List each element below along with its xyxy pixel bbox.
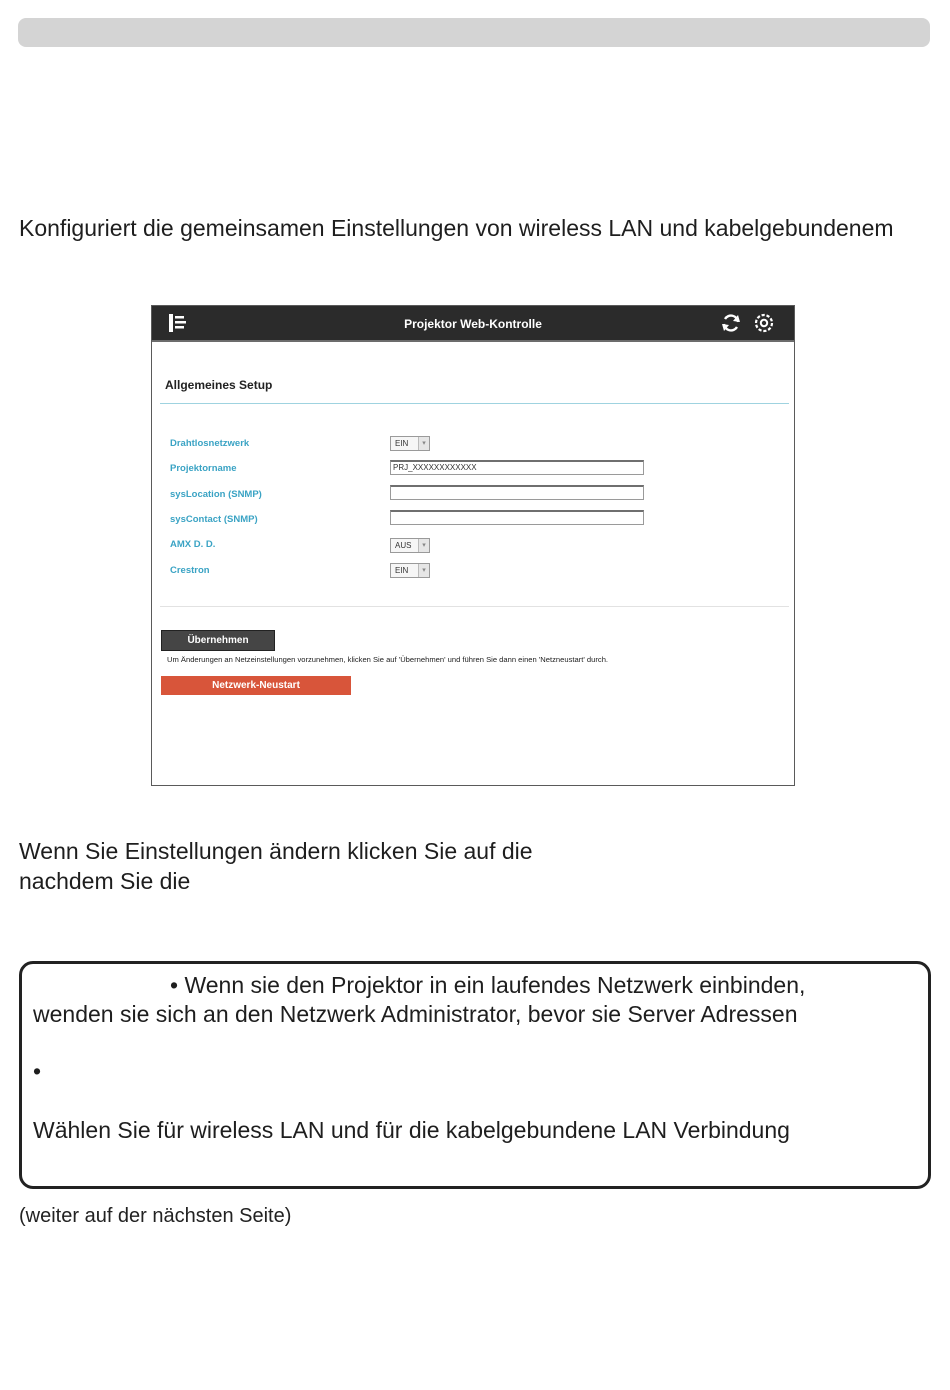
projector-name-input[interactable]: PRJ_XXXXXXXXXXXX bbox=[390, 460, 644, 475]
syscontact-input[interactable] bbox=[390, 510, 644, 525]
wireless-select[interactable]: EIN ▾ bbox=[390, 436, 430, 451]
label-wireless: Drahtlosnetzwerk bbox=[170, 438, 250, 449]
settings-icon[interactable] bbox=[752, 311, 776, 335]
crestron-select[interactable]: EIN ▾ bbox=[390, 563, 430, 578]
label-crestron: Crestron bbox=[170, 565, 210, 576]
form-divider bbox=[160, 606, 789, 607]
note-line2: wenden sie sich an den Netzwerk Administrator, bevor sie Server Adressen bbox=[33, 1001, 798, 1027]
note-bullet: • bbox=[33, 1058, 42, 1084]
chevron-down-icon: ▾ bbox=[418, 437, 429, 450]
label-amx: AMX D. D. bbox=[170, 539, 216, 550]
label-syscontact: sysContact (SNMP) bbox=[170, 514, 258, 525]
note-line1: • Wenn sie den Projektor in ein laufendes Netzwerk einbinden, bbox=[170, 972, 806, 998]
apply-button[interactable]: Übernehmen bbox=[161, 630, 275, 651]
refresh-icon[interactable] bbox=[719, 311, 743, 335]
chevron-down-icon: ▾ bbox=[418, 539, 429, 552]
chevron-down-icon: ▾ bbox=[418, 564, 429, 577]
footer-continued: (weiter auf der nächsten Seite) bbox=[19, 1205, 292, 1227]
intro-text: Konfiguriert die gemeinsamen Einstellungen von wireless LAN und kabelgebundenem bbox=[19, 215, 894, 241]
after-text-line1: Wenn Sie Einstellungen ändern klicken Sie auf die bbox=[19, 838, 533, 864]
after-text-line2: nachdem Sie die bbox=[19, 868, 191, 894]
web-control-header bbox=[152, 306, 794, 342]
syslocation-input[interactable] bbox=[390, 485, 644, 500]
page-header-bar bbox=[18, 18, 930, 47]
network-restart-button[interactable]: Netzwerk-Neustart bbox=[161, 676, 351, 695]
note-box bbox=[19, 961, 931, 1189]
apply-hint: Um Änderungen an Netzeinstellungen vorzunehmen, klicken Sie auf 'Übernehmen' und führen Sie dann einen 'Netzneustart' durch. bbox=[167, 655, 609, 664]
section-title: Allgemeines Setup bbox=[165, 378, 273, 392]
web-control-screenshot bbox=[151, 305, 795, 786]
app-title: Projektor Web-Kontrolle bbox=[404, 317, 542, 331]
label-projector-name: Projektorname bbox=[170, 463, 237, 474]
section-divider bbox=[160, 403, 789, 404]
label-syslocation: sysLocation (SNMP) bbox=[170, 489, 262, 500]
amx-select[interactable]: AUS ▾ bbox=[390, 538, 430, 553]
note-line3: Wählen Sie für wireless LAN und für die kabelgebundene LAN Verbindung bbox=[33, 1117, 790, 1143]
